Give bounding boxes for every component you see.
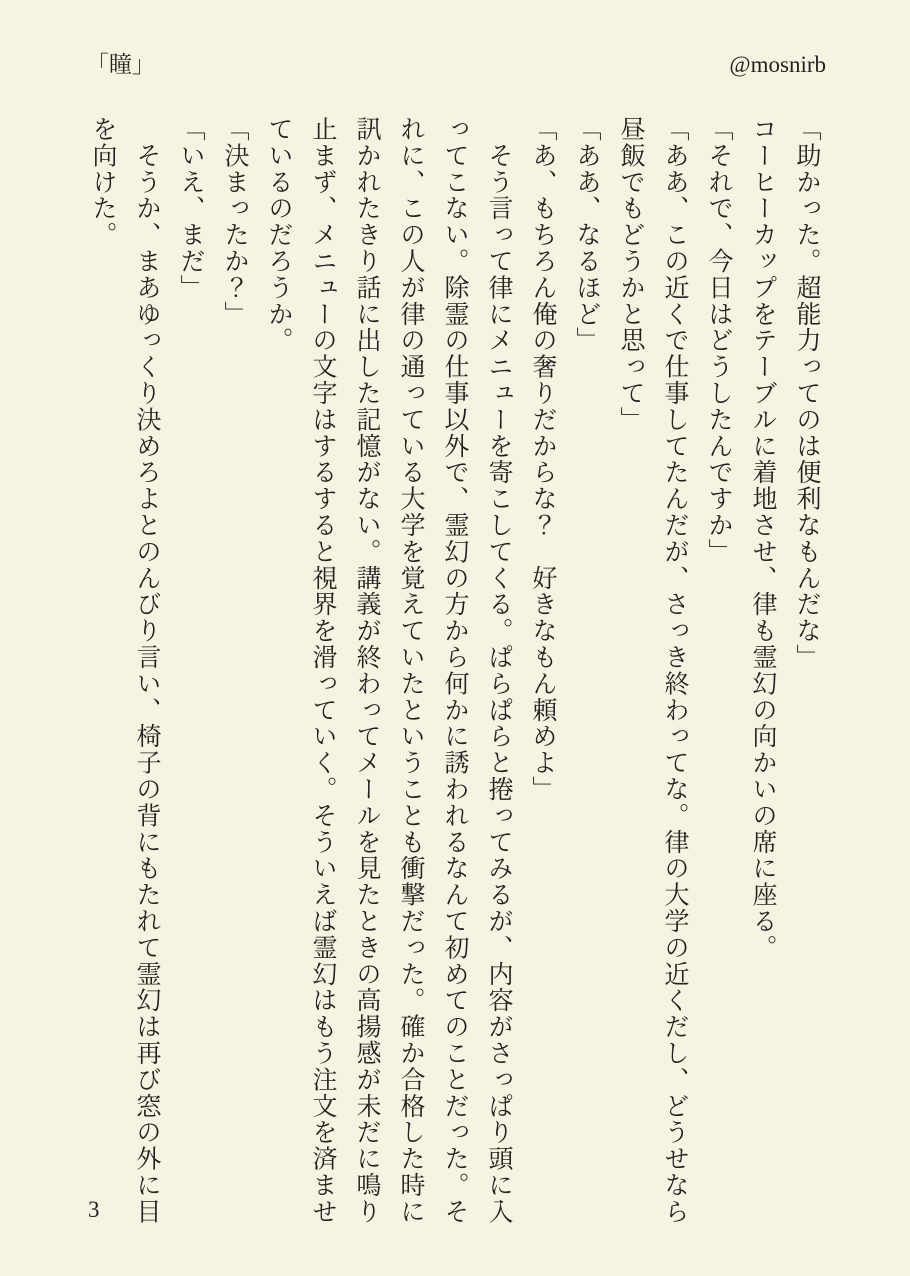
story-paragraph: そうか、まあゆっくり決めろよとのんびり言い、椅子の背にもたれて霊幻は再び窓の外に目を向けた。 xyxy=(89,116,160,1225)
story-paragraph: 「決まったか？」 xyxy=(221,116,248,328)
story-paragraph: 「ああ、なるほど」 xyxy=(573,116,600,354)
story-text xyxy=(76,116,828,1228)
story-paragraph: 「あ、もちろん俺の奢りだからな？ 好きなもん頼めよ」 xyxy=(529,116,556,803)
story-paragraph: 「助かった。超能力ってのは便利なもんだな」 xyxy=(793,116,820,671)
story-paragraph: コーヒーカップをテーブルに着地させ、律も霊幻の向かいの席に座る。 xyxy=(749,116,776,961)
author-handle: @mosnirb xyxy=(729,52,826,77)
story-paragraph: 「それで、今日はどうしたんですか」 xyxy=(705,116,732,565)
story-paragraph: そう言って律にメニューを寄こしてくる。ぱらぱらと捲ってみるが、内容がさっぱり頭に入ってこない。除霊の仕事以外で、霊幻の方から何かに誘われるなんて初めてのことだった。それに、この人が律の通っている大学を覚えていたということも衝撃だった。確か合格した時に訊かれたきり話に出した記憶がない。講義が終わってメールを見たときの高揚感が未だに鳴り止まず、メニューの文字はするすると視界を滑っていく。そういえば霊幻はもう注文を済ませているのだろうか。 xyxy=(265,116,512,1225)
page-number: 3 xyxy=(88,1197,100,1222)
story-paragraph: 「いえ、まだ」 xyxy=(177,116,204,301)
page-title: 「瞳」 xyxy=(86,52,155,77)
story-paragraph: 「ああ、この近くで仕事してたんだが、さっき終わってな。律の大学の近くだし、どうせなら昼飯でもどうかと思って」 xyxy=(617,116,688,1225)
